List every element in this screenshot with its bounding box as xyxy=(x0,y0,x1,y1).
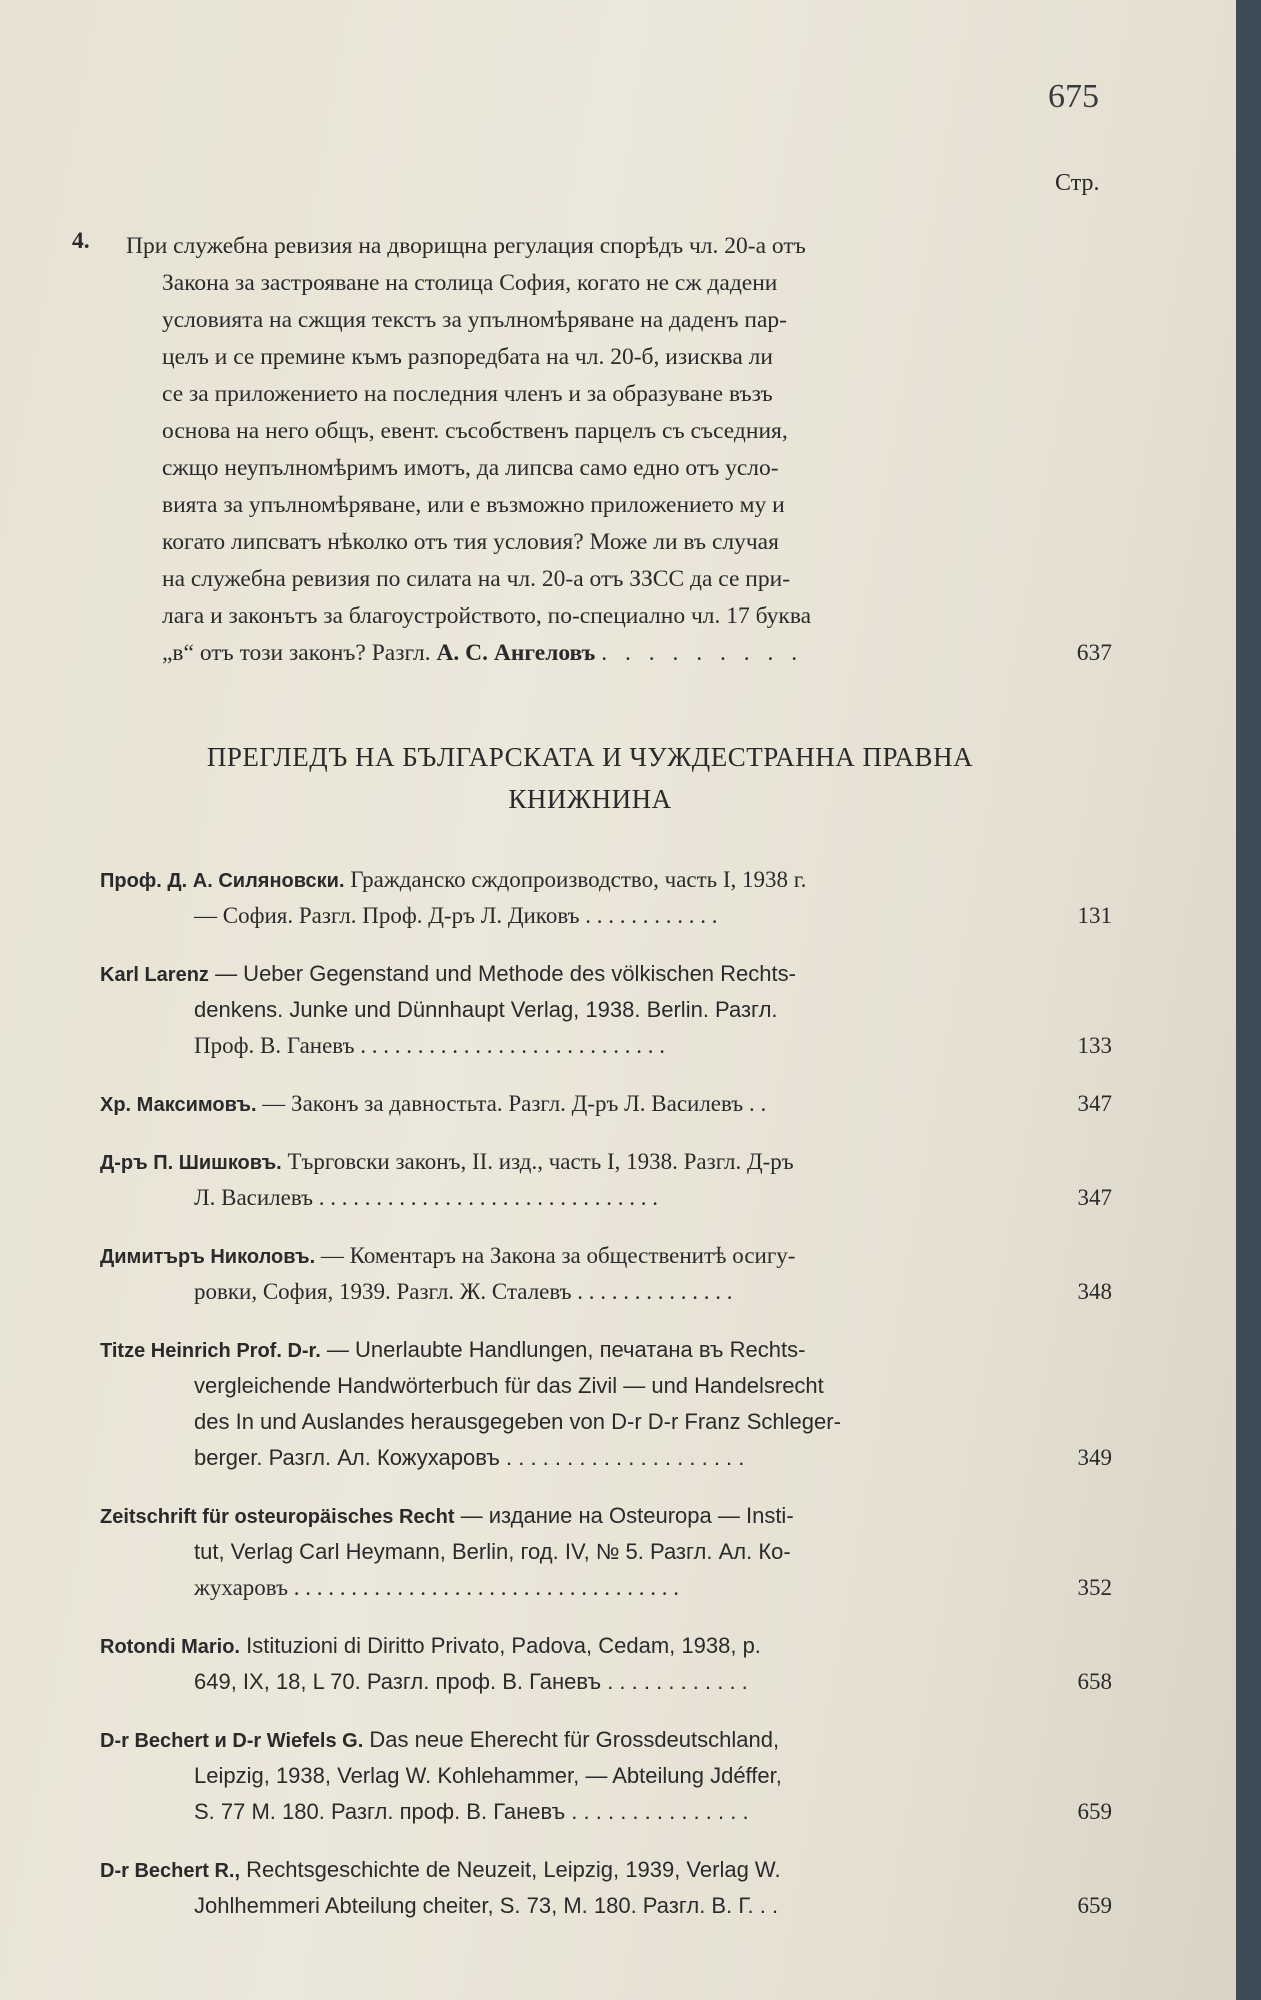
entry-page-ref: 348 xyxy=(1077,1279,1112,1304)
question-line: когато липсватъ нѣколко отъ тия условия? Може ли въ случая xyxy=(162,529,779,555)
question-number: 4. xyxy=(72,228,90,254)
entry-text: Гражданско сждопроизводство, часть I, 1938 г. xyxy=(350,867,807,892)
entry-author: Zeitschrift für osteuropäisches Recht xyxy=(100,1506,455,1528)
entry-author: D-r Bechert R., xyxy=(100,1860,241,1882)
entry-page-ref: 659 xyxy=(1077,1799,1112,1824)
question-line: При служебна ревизия на дворищна регулация спорѣдъ чл. 20-а отъ xyxy=(126,233,806,259)
entry-text: Проф. В. Ганевъ . . . . . . . . . . . . . . . . . . . . . . . . . . . xyxy=(194,1033,665,1058)
question-entry xyxy=(72,228,1112,672)
question-page-ref: 637 xyxy=(1076,640,1112,666)
entry-text: — Законъ за давностьта. Разгл. Д-ръ Л. Василевъ . . xyxy=(262,1091,767,1116)
question-text xyxy=(126,228,1112,672)
list-item xyxy=(100,1238,1112,1310)
entry-page-ref: 658 xyxy=(1077,1669,1112,1694)
entry-author: Хр. Максимовъ. xyxy=(100,1094,257,1116)
question-last-line xyxy=(162,635,1112,672)
section-heading-line-2: КНИЖНИНА xyxy=(508,784,672,814)
entry-page-ref: 347 xyxy=(1077,1185,1112,1210)
entry-text: Leipzig, 1938, Verlag W. Kohlehammer, — Abteilung Jdéffer, xyxy=(194,1763,782,1788)
entry-text: Търговски законъ, II. изд., часть I, 1938. Разгл. Д-ръ xyxy=(287,1149,794,1174)
question-line: вията за упълномѣряване, или е възможно приложението му и xyxy=(162,492,785,518)
entry-author: Д-ръ П. Шишковъ. xyxy=(100,1152,282,1174)
entry-text: vergleichende Handwörterbuch für das Zivil — und Handelsrecht xyxy=(194,1373,824,1398)
entry-text: tut, Verlag Carl Heymann, Berlin, год. IV, № 5. Разгл. Ал. Ко- xyxy=(194,1539,791,1564)
entry-page-ref: 349 xyxy=(1077,1445,1112,1470)
entry-text: 649, IX, 18, L 70. Разгл. проф. В. Ганевъ . . . . . . . . . . . . xyxy=(194,1669,748,1694)
page-column-label: Стр. xyxy=(1055,170,1100,196)
question-reviewer: А. С. Ангеловъ xyxy=(436,640,596,666)
entry-author: Проф. Д. А. Силяновски. xyxy=(100,870,345,892)
entry-text: — Коментаръ на Закона за общественитѣ осигу- xyxy=(320,1243,796,1268)
question-line: се за приложението на последния членъ и за образуване възъ xyxy=(162,381,773,407)
section-heading xyxy=(120,736,1060,820)
entry-text: Rechtsgeschichte de Neuzeit, Leipzig, 1939, Verlag W. xyxy=(246,1857,781,1882)
list-item xyxy=(100,862,1112,934)
list-item xyxy=(100,1332,1112,1476)
literature-list xyxy=(100,862,1112,1946)
entry-page-ref: 352 xyxy=(1077,1575,1112,1600)
leader-dots: . . . . . . . . . xyxy=(601,640,804,666)
entry-text: — Unerlaubte Handlungen, печатана въ Rechts- xyxy=(326,1337,806,1362)
entry-text: Das neue Eherecht für Grossdeutschland, xyxy=(369,1727,780,1752)
list-item xyxy=(100,1722,1112,1830)
entry-text: Istituzioni di Diritto Privato, Padova, Cedam, 1938, p. xyxy=(246,1633,761,1658)
entry-page-ref: 347 xyxy=(1077,1091,1112,1116)
list-item xyxy=(100,956,1112,1064)
entry-author: D-r Bechert и D-r Wiefels G. xyxy=(100,1730,364,1752)
question-line: лага и законътъ за благоустройството, по-специално чл. 17 буква xyxy=(162,603,812,629)
entry-text: — Ueber Gegenstand und Methode des völkischen Rechts- xyxy=(215,961,796,986)
question-line: основа на него общъ, евент. съсобственъ парцелъ съ съседния, xyxy=(162,418,788,444)
entry-text: ровки, София, 1939. Разгл. Ж. Сталевъ . . . . . . . . . . . . . . xyxy=(194,1279,733,1304)
entry-page-ref: 133 xyxy=(1077,1033,1112,1058)
entry-text: denkens. Junke und Dünnhaupt Verlag, 1938. Berlin. Разгл. xyxy=(194,997,778,1022)
question-last-text: „в“ отъ този законъ? Разгл. xyxy=(162,640,431,666)
entry-text: жухаровъ . . . . . . . . . . . . . . . . . . . . . . . . . . . . . . . . . . xyxy=(194,1575,679,1600)
list-item xyxy=(100,1628,1112,1700)
entry-page-ref: 131 xyxy=(1077,903,1112,928)
entry-text: Johlhemmeri Abteilung cheiter, S. 73, M. 180. Разгл. В. Г. . . xyxy=(194,1893,779,1918)
entry-text: S. 77 M. 180. Разгл. проф. В. Ганевъ . . . . . . . . . . . . . . . xyxy=(194,1799,749,1824)
entry-text: berger. Разгл. Ал. Кожухаровъ . . . . . . . . . . . . . . . . . . . . xyxy=(194,1445,745,1470)
question-line: целъ и се премине къмъ разпоредбата на чл. 20-б, изисква ли xyxy=(162,344,773,370)
entry-author: Rotondi Mario. xyxy=(100,1636,240,1658)
entry-text: — София. Разгл. Проф. Д-ръ Л. Диковъ . . . . . . . . . . . . xyxy=(194,903,718,928)
entry-author: Димитъръ Николовъ. xyxy=(100,1246,316,1268)
list-item xyxy=(100,1144,1112,1216)
list-item xyxy=(100,1852,1112,1924)
list-item xyxy=(100,1498,1112,1606)
question-line: Закона за застрояване на столица София, когато не сж дадени xyxy=(162,270,778,296)
entry-text: des In und Auslandes herausgegeben von D-r D-r Franz Schleger- xyxy=(194,1409,841,1434)
page-number: 675 xyxy=(1048,78,1099,115)
list-item xyxy=(100,1086,1112,1122)
question-line: сжщо неупълномѣримъ имотъ, да липсва само едно отъ усло- xyxy=(162,455,779,481)
question-line: на служебна ревизия по силата на чл. 20-а отъ ЗЗСС да се при- xyxy=(162,566,791,592)
entry-author: Titze Heinrich Prof. D-r. xyxy=(100,1340,321,1362)
entry-text: — издание на Osteuropa — Insti- xyxy=(460,1503,794,1528)
entry-author: Karl Larenz xyxy=(100,964,209,986)
question-line: условията на сжщия текстъ за упълномѣряване на даденъ пар- xyxy=(162,307,787,333)
entry-text: Л. Василевъ . . . . . . . . . . . . . . . . . . . . . . . . . . . . . . xyxy=(194,1185,659,1210)
section-heading-line-1: ПРЕГЛЕДЪ НА БЪЛГАРСКАТА И ЧУЖДЕСТРАННА ПРАВНА xyxy=(206,742,974,772)
entry-page-ref: 659 xyxy=(1077,1893,1112,1918)
